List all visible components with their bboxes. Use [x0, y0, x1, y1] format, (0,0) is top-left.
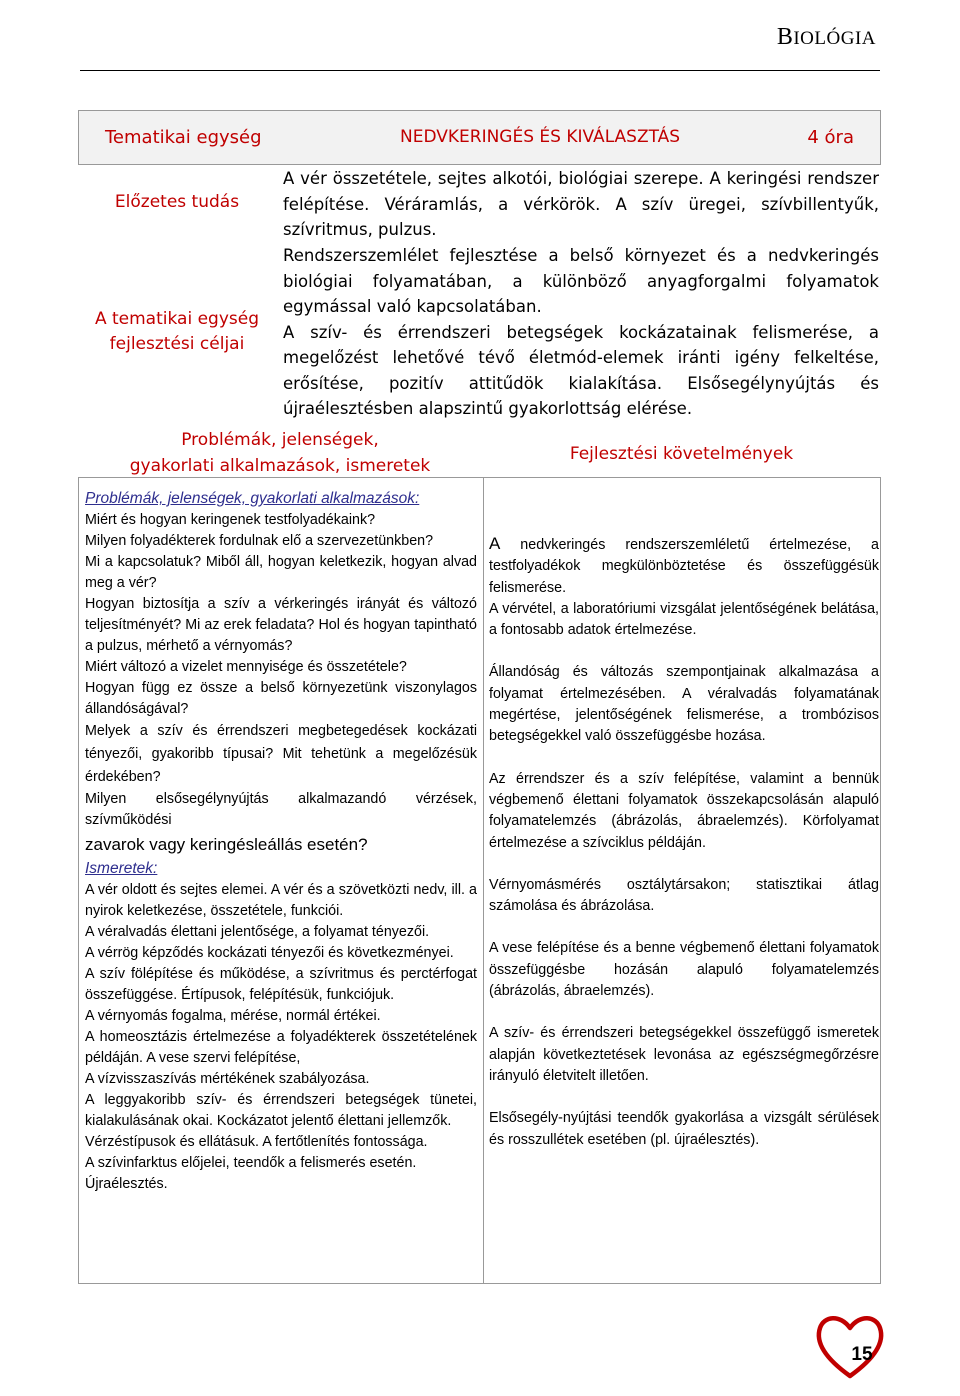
knowledge-item: A vízvisszaszívás mértékének szabályozása.	[85, 1071, 370, 1087]
prior-knowledge-text	[283, 166, 879, 243]
question: zavarok vagy keringésleállás esetén?	[85, 835, 368, 854]
unit-title: NEDVKERINGÉS ÉS KIVÁLASZTÁS	[400, 127, 681, 147]
content-section	[78, 477, 881, 1284]
page-header	[777, 24, 876, 51]
goals-label-line1: A tematikai egység	[94, 309, 260, 329]
goals-paragraph-2: A szív- és érrendszeri betegségek kockázatainak felismerése, a megelőzést lehetővé tévő életmód-elemek iránti igény felkeltése, erősítése, pozitív attitűdök kialakítása. Elsősegélynyújtás és újraélesztésben alapszintű gyakorlottság elérése.	[283, 322, 879, 418]
left-column-header	[78, 428, 482, 479]
heart-icon	[810, 1308, 890, 1383]
page-number-badge	[810, 1308, 890, 1383]
question: Hogyan függ ez össze a belső környezetünk viszonylagos állandóságával?	[85, 680, 477, 717]
knowledge-item: A leggyakoribb szív- és érrendszeri betegségek tünetei, kialakulásának okai. Kockázatot jelentő élettani jellemzők.	[85, 1092, 477, 1129]
knowledge-item: A vérnyomás fogalma, mérése, normál értékei.	[85, 1008, 381, 1024]
requirement: A szív- és érrendszeri betegségekkel összefüggő ismeretek alapján következtetések levonása az egészségmegőrzésre irányuló életvitelt illetően.	[489, 1025, 879, 1084]
requirement: Vérnyomásmérés osztálytársakon; statisztikai átlag számolása és ábrázolása.	[489, 876, 879, 915]
goals-paragraph-1: Rendszerszemlélet fejlesztése a belső környezet és a nedvkeringés biológiai folyamatában, a különböző anyagforgalmi folyamatok egymással való kapcsolatában.	[283, 246, 879, 316]
left-column	[85, 488, 477, 1195]
goals-label-line2: fejlesztési céljai	[109, 334, 245, 354]
header-initial: B	[776, 24, 794, 50]
goals-text	[283, 243, 879, 422]
right-header-label: Fejlesztési követelmények	[569, 443, 794, 464]
unit-row	[78, 110, 881, 165]
question: Miért változó a vizelet mennyisége és összetétele?	[85, 659, 407, 675]
unit-hours: 4 óra	[807, 127, 854, 148]
requirement-initial: A	[489, 534, 501, 553]
knowledge-item: Újraélesztés.	[85, 1176, 168, 1192]
knowledge-item: Vérzéstípusok és ellátásuk. A fertőtlenítés fontossága.	[85, 1134, 428, 1150]
right-column-header	[484, 428, 879, 479]
question: Mi a kapcsolatuk? Miből áll, hogyan keletkezik, hogyan alvad meg a vér?	[85, 554, 477, 591]
requirement: nedvkeringés rendszerszemléletű értelmezése, a testfolyadékok megkülönböztetése és összefüggésük felismerése.	[489, 537, 879, 596]
knowledge-heading: Ismeretek:	[85, 860, 158, 877]
knowledge-item: A szívinfarktus előjelei, teendők a felismerés esetén.	[85, 1155, 417, 1171]
question: Miért és hogyan keringenek testfolyadékaink?	[85, 512, 376, 528]
page-number: 15	[851, 1344, 873, 1365]
requirement: A vese felépítése és a benne végbemenő élettani folyamatok összefüggésbe hozásán alapuló folyamatelemzés (ábrázolás, ábraelemzés).	[489, 940, 879, 1000]
knowledge-item: A vérrög képződés kockázati tényezői és következményei.	[85, 945, 454, 961]
header-rule	[80, 70, 880, 71]
left-header-line1: Problémák, jelenségek,	[181, 430, 379, 450]
header-rest: IOLÓGIA	[793, 28, 876, 49]
column-divider	[483, 478, 484, 1283]
requirement: Állandóság és változás szempontjainak alkalmazása a folyamat értelmezésében. A véralvadás folyamatának megértése, jelentőségének felismerése, a trombózisos betegségekkel való összefüggésbe hozása.	[489, 664, 879, 745]
knowledge-item: A homeosztázis értelmezése a folyadékterek összetételének példáján. A vese szervi felépítése,	[85, 1029, 477, 1066]
right-column	[489, 533, 879, 1172]
knowledge-item: A vér oldott és sejtes elemei. A vér és a szövetközti nedv, ill. a nyirok keletkezése, összetétele, funkciói.	[85, 882, 477, 919]
left-header-line2: gyakorlati alkalmazások, ismeretek	[129, 455, 431, 476]
question: Melyek a szív és érrendszeri megbetegedések kockázati tényezői, gyakoribb típusai? Mit tehetünk a megelőzésük érdekében?	[85, 723, 477, 785]
question: Hogyan biztosítja a szív a vérkeringés irányát és változó teljesítményét? Mi az erek feladata? Hol és hogyan tapintható a pulzus, mérhető a vérnyomás?	[85, 596, 477, 654]
unit-label: Tematikai egység	[105, 127, 262, 148]
knowledge-item: A véralvadás élettani jelentősége, a folyamat tényezői.	[85, 924, 430, 940]
requirement: Elsősegély-nyújtási teendők gyakorlása a vizsgált sérülések és rosszullétek esetében (pl. újraélesztés).	[489, 1110, 879, 1148]
prior-knowledge-paragraph: A vér összetétele, sejtes alkotói, biológiai szerepe. A keringési rendszer felépítése. Véráramlás, a vérkörök. A szív üregei, szívbillentyűk, szívritmus, pulzus.	[283, 169, 879, 239]
curriculum-table	[78, 110, 881, 1284]
problems-heading: Problémák, jelenségek, gyakorlati alkalmazások:	[85, 490, 420, 507]
question: Milyen folyadékterek fordulnak elő a szervezetünkben?	[85, 533, 434, 549]
knowledge-item: A szív fölépítése és működése, a szívritmus és perctérfogat összefüggése. Értípusok, felépítésük, funkciójuk.	[85, 966, 477, 1003]
question: Milyen elsősegélynyújtás alkalmazandó vérzések, szívműködési	[85, 791, 477, 828]
requirement: Az érrendszer és a szív felépítése, valamint a bennük végbemenő élettani folyamatok összekapcsolásán alapuló folyamatelemzés (ábrázolás, ábraelemzés). Körfolyamat értelmezése a szívciklus példáján.	[489, 770, 879, 851]
requirement: A vérvétel, a laboratóriumi vizsgálat jelentőségének belátása, a fontosabb adatok értelmezése.	[489, 600, 879, 639]
prior-knowledge-label: Előzetes tudás	[114, 192, 240, 212]
goals-label	[78, 307, 276, 357]
